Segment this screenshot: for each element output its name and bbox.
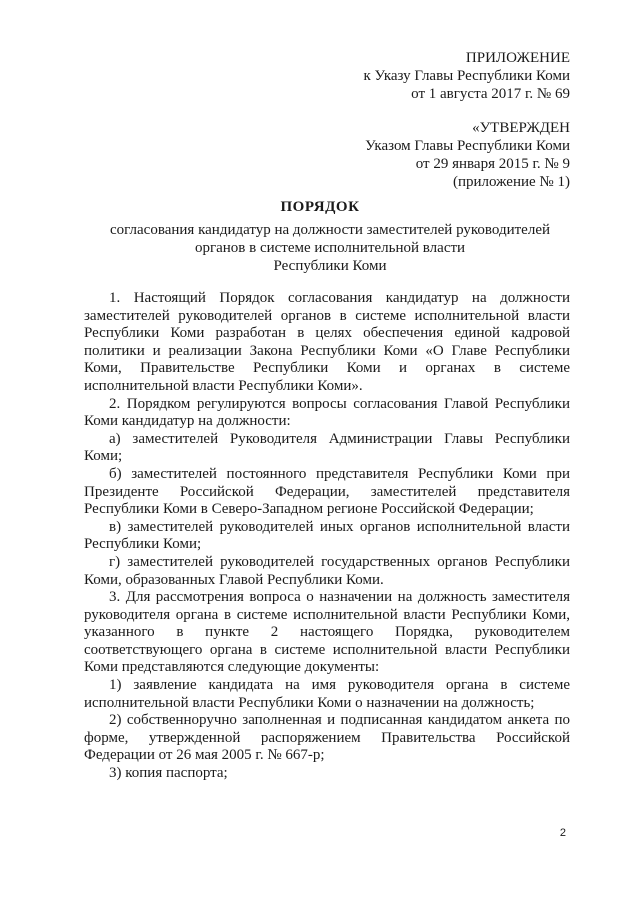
appendix-date: от 1 августа 2017 г. № 69 (411, 86, 570, 102)
paragraph-3-3: 3) копия паспорта; (109, 765, 228, 782)
approved-label: «УТВЕРЖДЕН (472, 120, 570, 136)
paragraph-2c: в) заместителей руководителей иных органов исполнительной власти Республики Коми; (84, 518, 570, 553)
appendix-header (363, 49, 570, 103)
paragraph-3-2: 2) собственноручно заполненная и подписанная кандидатом анкета по форме, утвержденной распоряжением Правительства Российской Федерации от 26 мая 2005 г. № 667-р; (84, 712, 570, 764)
document-title: ПОРЯДОК (280, 199, 360, 215)
paragraph-1: 1. Настоящий Порядок согласования кандидатур на должности заместителей руководителей органов в системе исполнительной власти Республики Коми разработан в целях обеспечения единой кадровой политики и реализации Закона Республики Коми «О Главе Республики Коми, Правительстве Республики Коми и органах в системе исполнительной власти Республики Коми». (84, 290, 570, 394)
paragraph-3: 3. Для рассмотрения вопроса о назначении на должность заместителя руководителя органа в системе исполнительной власти Республики Коми, указанного в пункте 2 настоящего Порядка, руководителем соответствующего органа в системе исполнительной власти Республики Коми представляются следующие документы: (84, 589, 570, 676)
subtitle-line: Республики Коми (273, 258, 387, 274)
document-body (84, 290, 570, 783)
paragraph-3-1: 1) заявление кандидата на имя руководителя органа в системе исполнительной власти Республики Коми о назначении на должность; (84, 677, 570, 711)
approved-header (365, 119, 570, 191)
approved-date: от 29 января 2015 г. № 9 (415, 156, 570, 172)
approved-appendix-ref: (приложение № 1) (452, 174, 570, 190)
page-number: 2 (559, 827, 566, 839)
appendix-decree: к Указу Главы Республики Коми (363, 68, 570, 84)
subtitle-line: органов в системе исполнительной власти (194, 240, 466, 256)
approved-decree: Указом Главы Республики Коми (365, 138, 570, 154)
paragraph-2b: б) заместителей постоянного представителя Республики Коми при Президенте Российской Федерации, заместителей представителя Республики Коми в Северо-Западном регионе Российской Федерации; (84, 465, 570, 518)
document-subtitle (90, 221, 570, 275)
subtitle-line: согласования кандидатур на должности заместителей руководителей (109, 222, 551, 238)
paragraph-2a: а) заместителей Руководителя Администрации Главы Республики Коми; (84, 430, 570, 465)
appendix-label: ПРИЛОЖЕНИЕ (465, 50, 570, 66)
paragraph-2d: г) заместителей руководителей государственных органов Республики Коми, образованных Главой Республики Коми. (84, 553, 570, 588)
paragraph-2: 2. Порядком регулируются вопросы согласования Главой Республики Коми кандидатур на должности: (84, 395, 570, 430)
